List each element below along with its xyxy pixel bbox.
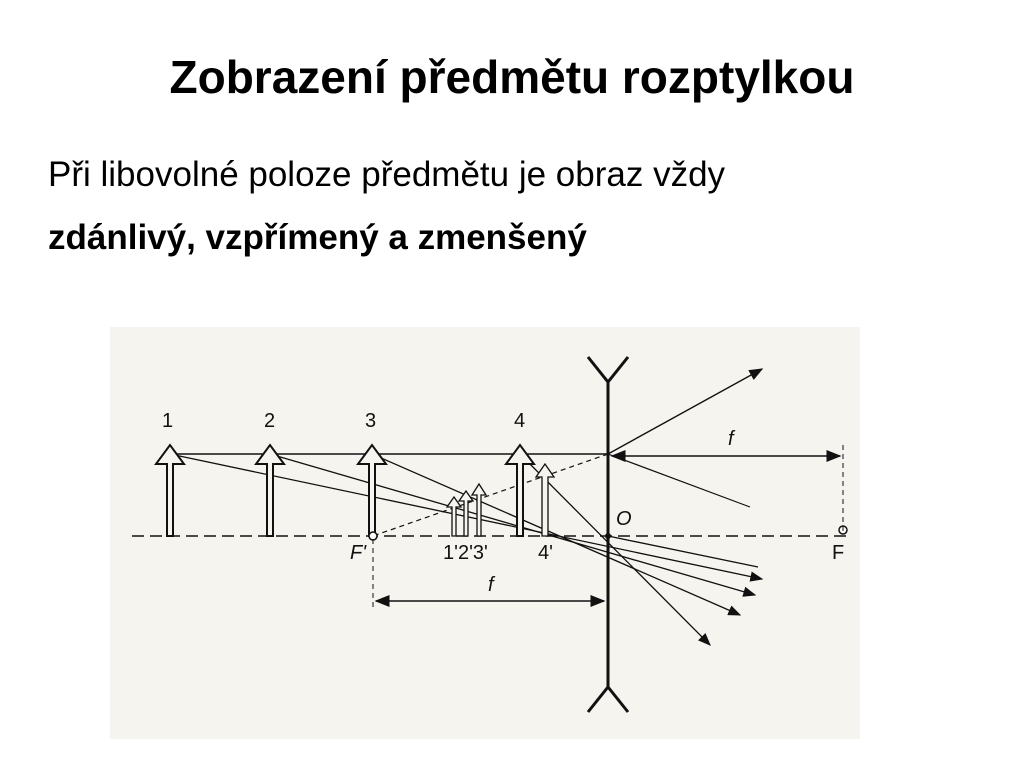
statement-line-1: Při libovolné poloze předmětu je obraz vždy (48, 155, 726, 194)
object-arrow-2 (256, 445, 284, 536)
object-arrow-1 (156, 445, 184, 536)
object-arrow-3 (358, 445, 386, 536)
image-arrow-2 (459, 491, 473, 536)
focus-left-point (369, 532, 377, 540)
refracted-ray (608, 369, 762, 454)
object-label-1: 1 (162, 410, 174, 432)
image-arrow-1 (447, 497, 461, 536)
central-ray-3 (372, 454, 740, 615)
object-label-2: 2 (264, 410, 276, 432)
image-label-1-2-3: 1'2'3' (443, 542, 488, 564)
slide-title: Zobrazení předmětu rozptylkou (169, 51, 855, 103)
object-label-3: 3 (365, 410, 377, 432)
object-label-4: 4 (514, 410, 526, 432)
image-arrow-3 (472, 484, 486, 536)
refracted-ray (608, 454, 750, 507)
focus-right-label: F (832, 542, 845, 564)
image-label-4: 4' (538, 542, 553, 564)
optical-center-point (605, 533, 611, 539)
focal-length-top-label: f (728, 428, 734, 450)
statement-line-2-bold: zdánlivý, vzpřímený a zmenšený (48, 218, 587, 257)
focus-left-label: F' (350, 542, 367, 564)
lens-ray-diagram (110, 327, 860, 739)
virtual-ray-extension (373, 454, 608, 536)
central-ray-2 (270, 454, 755, 595)
focal-length-bottom-label: f (488, 574, 494, 596)
optical-center-label: O (616, 508, 632, 530)
image-arrow-4 (536, 464, 554, 536)
